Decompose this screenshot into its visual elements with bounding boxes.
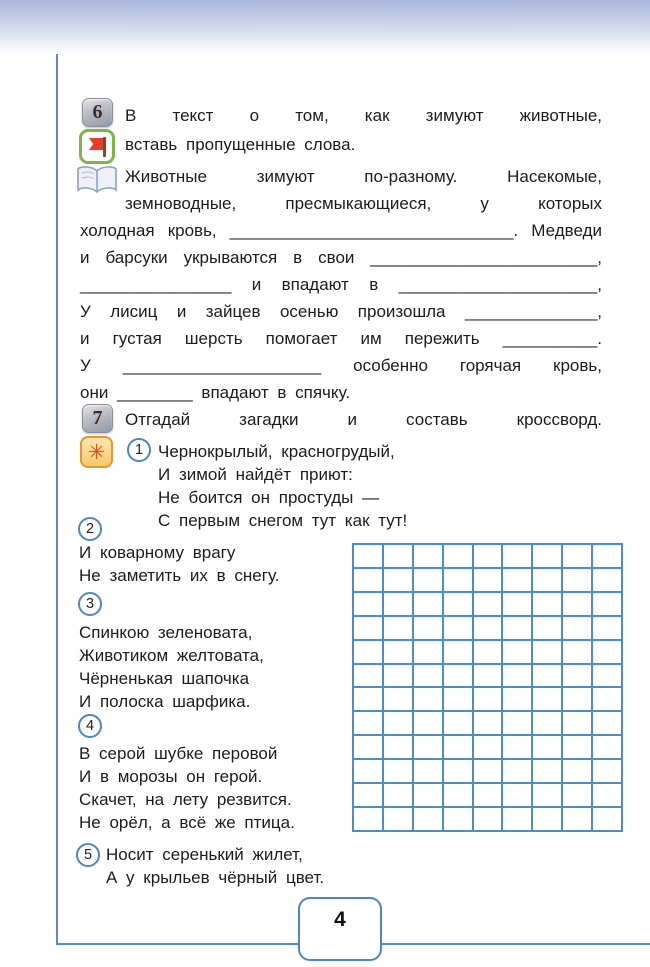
riddle-2-number xyxy=(78,517,102,541)
crossword-cell[interactable] xyxy=(354,569,382,591)
crossword-cell[interactable] xyxy=(444,593,472,615)
riddle-line: Спинкою зеленовата, xyxy=(79,623,253,642)
crossword-cell[interactable] xyxy=(533,688,561,710)
crossword-cell[interactable] xyxy=(384,641,412,663)
crossword-cell[interactable] xyxy=(503,688,531,710)
crossword-cell[interactable] xyxy=(354,617,382,639)
crossword-cell[interactable] xyxy=(533,617,561,639)
exercise-6-paragraph-indented xyxy=(125,163,602,217)
crossword-cell[interactable] xyxy=(593,569,621,591)
flower-icon xyxy=(80,436,113,468)
crossword-cell[interactable] xyxy=(444,617,472,639)
exercise-6-paragraph xyxy=(80,217,602,406)
crossword-cell[interactable] xyxy=(563,545,591,567)
crossword-cell[interactable] xyxy=(503,569,531,591)
riddle-line: И зимой найдёт приют: xyxy=(158,465,353,484)
crossword-cell[interactable] xyxy=(414,593,442,615)
riddle-line: Не орёл, а всё же птица. xyxy=(79,813,295,832)
crossword-cell[interactable] xyxy=(503,736,531,758)
crossword-cell[interactable] xyxy=(414,569,442,591)
crossword-cell[interactable] xyxy=(474,617,502,639)
crossword-cell[interactable] xyxy=(444,545,472,567)
crossword-cell[interactable] xyxy=(593,712,621,734)
riddle-4 xyxy=(79,742,369,834)
crossword-cell[interactable] xyxy=(414,784,442,806)
paragraph-line: Животные зимуют по-разному. Насекомые, xyxy=(125,167,602,186)
crossword-cell[interactable] xyxy=(384,665,412,687)
riddle-line: Чёрненькая шапочка xyxy=(79,669,250,688)
crossword-cell[interactable] xyxy=(593,784,621,806)
page-number-box xyxy=(298,897,382,961)
crossword-cell[interactable] xyxy=(354,736,382,758)
flag-icon xyxy=(79,129,115,164)
crossword-cell[interactable] xyxy=(593,688,621,710)
crossword-cell[interactable] xyxy=(503,712,531,734)
riddle-number-text: 5 xyxy=(83,847,93,863)
crossword-cell[interactable] xyxy=(474,760,502,782)
crossword-cell[interactable] xyxy=(384,784,412,806)
paragraph-line: они ________ впадают в спячку. xyxy=(80,383,351,402)
crossword-cell[interactable] xyxy=(354,545,382,567)
page-number: 4 xyxy=(334,908,346,931)
crossword-grid xyxy=(352,543,623,832)
crossword-cell[interactable] xyxy=(563,593,591,615)
crossword-cell[interactable] xyxy=(474,593,502,615)
crossword-cell[interactable] xyxy=(593,736,621,758)
crossword-cell[interactable] xyxy=(474,808,502,830)
crossword-cell[interactable] xyxy=(503,665,531,687)
crossword-cell[interactable] xyxy=(414,617,442,639)
crossword-cell[interactable] xyxy=(503,808,531,830)
crossword-cell[interactable] xyxy=(593,760,621,782)
crossword-cell[interactable] xyxy=(414,808,442,830)
riddle-line: Скачет, на лету резвится. xyxy=(79,790,292,809)
crossword-cell[interactable] xyxy=(533,593,561,615)
open-book-glyph xyxy=(75,164,119,196)
riddle-4-number xyxy=(78,714,102,738)
exercise-6-task xyxy=(125,101,602,159)
crossword-cell[interactable] xyxy=(354,641,382,663)
crossword-cell[interactable] xyxy=(384,688,412,710)
crossword-cell[interactable] xyxy=(533,808,561,830)
crossword-cell[interactable] xyxy=(593,545,621,567)
crossword-cell[interactable] xyxy=(474,665,502,687)
crossword-cell[interactable] xyxy=(533,712,561,734)
crossword-cell[interactable] xyxy=(354,688,382,710)
paragraph-line: холодная кровь, ______________________________. Медведи xyxy=(80,221,602,240)
crossword-cell[interactable] xyxy=(533,545,561,567)
exercise-6-number: 6 xyxy=(92,101,103,123)
crossword-cell[interactable] xyxy=(563,688,591,710)
crossword-cell[interactable] xyxy=(474,545,502,567)
paragraph-line: У лисиц и зайцев осенью произошла ______________, xyxy=(80,302,602,321)
riddle-line: В серой шубке перовой xyxy=(79,744,278,763)
crossword-cell[interactable] xyxy=(384,545,412,567)
crossword-cell[interactable] xyxy=(384,593,412,615)
page-header-band xyxy=(0,0,650,54)
task-line: В текст о том, как зимуют животные, xyxy=(125,106,602,125)
riddle-line: А у крыльев чёрный цвет. xyxy=(106,868,325,887)
crossword-cell[interactable] xyxy=(354,760,382,782)
riddle-line: И в морозы он герой. xyxy=(79,767,263,786)
crossword-cell[interactable] xyxy=(444,665,472,687)
riddle-line: Носит серенький жилет, xyxy=(106,845,303,864)
riddle-line: Не боится он простуды — xyxy=(158,488,380,507)
riddle-3-number xyxy=(78,592,102,616)
crossword-cell[interactable] xyxy=(414,641,442,663)
crossword-cell[interactable] xyxy=(474,784,502,806)
crossword-cell[interactable] xyxy=(444,688,472,710)
crossword-cell[interactable] xyxy=(503,760,531,782)
crossword-cell[interactable] xyxy=(593,593,621,615)
riddle-number-text: 1 xyxy=(134,442,144,458)
flag-glyph xyxy=(84,134,110,160)
crossword-cell[interactable] xyxy=(533,665,561,687)
riddle-number-text: 3 xyxy=(85,596,95,612)
crossword-cell[interactable] xyxy=(384,617,412,639)
paragraph-line: У _____________________ особенно горячая кровь, xyxy=(80,356,602,375)
task-line: Отгадай загадки и составь кроссворд. xyxy=(125,410,602,429)
task-line: вставь пропущенные слова. xyxy=(125,135,356,154)
crossword-cell[interactable] xyxy=(414,545,442,567)
crossword-cell[interactable] xyxy=(503,593,531,615)
crossword-cell[interactable] xyxy=(503,617,531,639)
crossword-cell[interactable] xyxy=(533,641,561,663)
crossword-cell[interactable] xyxy=(503,784,531,806)
crossword-cell[interactable] xyxy=(384,712,412,734)
left-margin-rule xyxy=(56,54,58,945)
riddle-line: С первым снегом тут как тут! xyxy=(158,511,408,530)
crossword-cell[interactable] xyxy=(563,736,591,758)
flower-glyph: ✳ xyxy=(87,440,106,464)
exercise-7-number: 7 xyxy=(92,407,103,429)
crossword-cell[interactable] xyxy=(354,808,382,830)
crossword-cell[interactable] xyxy=(444,760,472,782)
paragraph-line: земноводные, пресмыкающиеся, у которых xyxy=(125,194,602,213)
open-book-icon xyxy=(75,164,119,196)
crossword-cell[interactable] xyxy=(593,641,621,663)
crossword-cell[interactable] xyxy=(563,784,591,806)
crossword-cell[interactable] xyxy=(354,665,382,687)
exercise-7-task xyxy=(125,406,602,433)
crossword-cell[interactable] xyxy=(444,641,472,663)
crossword-cell[interactable] xyxy=(384,760,412,782)
paragraph-line: ________________ и впадают в _____________________, xyxy=(80,275,602,294)
crossword-cell[interactable] xyxy=(593,808,621,830)
riddle-line: Не заметить их в снегу. xyxy=(79,566,280,585)
crossword-cell[interactable] xyxy=(444,712,472,734)
crossword-cell[interactable] xyxy=(474,736,502,758)
crossword-cell[interactable] xyxy=(474,688,502,710)
crossword-cell[interactable] xyxy=(414,688,442,710)
crossword-cell[interactable] xyxy=(354,784,382,806)
crossword-cell[interactable] xyxy=(474,712,502,734)
riddle-3 xyxy=(79,621,359,713)
paragraph-line: и барсуки укрываются в свои ________________________, xyxy=(80,248,602,267)
crossword-cell[interactable] xyxy=(474,641,502,663)
riddle-number-text: 4 xyxy=(85,718,95,734)
crossword-cell[interactable] xyxy=(593,617,621,639)
crossword-cell[interactable] xyxy=(563,808,591,830)
crossword-cell[interactable] xyxy=(593,665,621,687)
exercise-7-badge xyxy=(82,404,113,433)
crossword-cell[interactable] xyxy=(444,808,472,830)
crossword-cell[interactable] xyxy=(533,784,561,806)
riddle-line: Чернокрылый, красногрудый, xyxy=(158,442,395,461)
crossword-cell[interactable] xyxy=(414,665,442,687)
crossword-cell[interactable] xyxy=(533,760,561,782)
crossword-cell[interactable] xyxy=(354,593,382,615)
crossword-cell[interactable] xyxy=(563,760,591,782)
crossword-cell[interactable] xyxy=(384,569,412,591)
riddle-5 xyxy=(106,843,396,889)
crossword-cell[interactable] xyxy=(563,665,591,687)
crossword-cell[interactable] xyxy=(444,569,472,591)
riddle-line: И полоска шарфика. xyxy=(79,692,251,711)
crossword-cell[interactable] xyxy=(474,569,502,591)
crossword-cell[interactable] xyxy=(503,641,531,663)
paragraph-line: и густая шерсть помогает им пережить __________. xyxy=(80,329,602,348)
crossword-cell[interactable] xyxy=(533,736,561,758)
crossword-cell[interactable] xyxy=(563,641,591,663)
crossword-cell[interactable] xyxy=(563,712,591,734)
exercise-6-badge xyxy=(82,98,113,127)
riddle-2 xyxy=(79,541,359,587)
crossword-cell[interactable] xyxy=(384,736,412,758)
riddle-line: И коварному врагу xyxy=(79,543,236,562)
crossword-cell[interactable] xyxy=(414,712,442,734)
crossword-cell[interactable] xyxy=(444,736,472,758)
riddle-number-text: 2 xyxy=(85,521,95,537)
crossword-cell[interactable] xyxy=(444,784,472,806)
crossword-cell[interactable] xyxy=(414,760,442,782)
crossword-cell[interactable] xyxy=(384,808,412,830)
crossword-cell[interactable] xyxy=(503,545,531,567)
crossword-cell[interactable] xyxy=(354,712,382,734)
riddle-line: Животиком желтовата, xyxy=(79,646,264,665)
riddle-1-number xyxy=(127,438,151,462)
crossword-cell[interactable] xyxy=(563,617,591,639)
riddle-5-number xyxy=(76,843,100,867)
crossword-cell[interactable] xyxy=(563,569,591,591)
crossword-cell[interactable] xyxy=(414,736,442,758)
crossword-cell[interactable] xyxy=(533,569,561,591)
riddle-1 xyxy=(158,440,498,532)
